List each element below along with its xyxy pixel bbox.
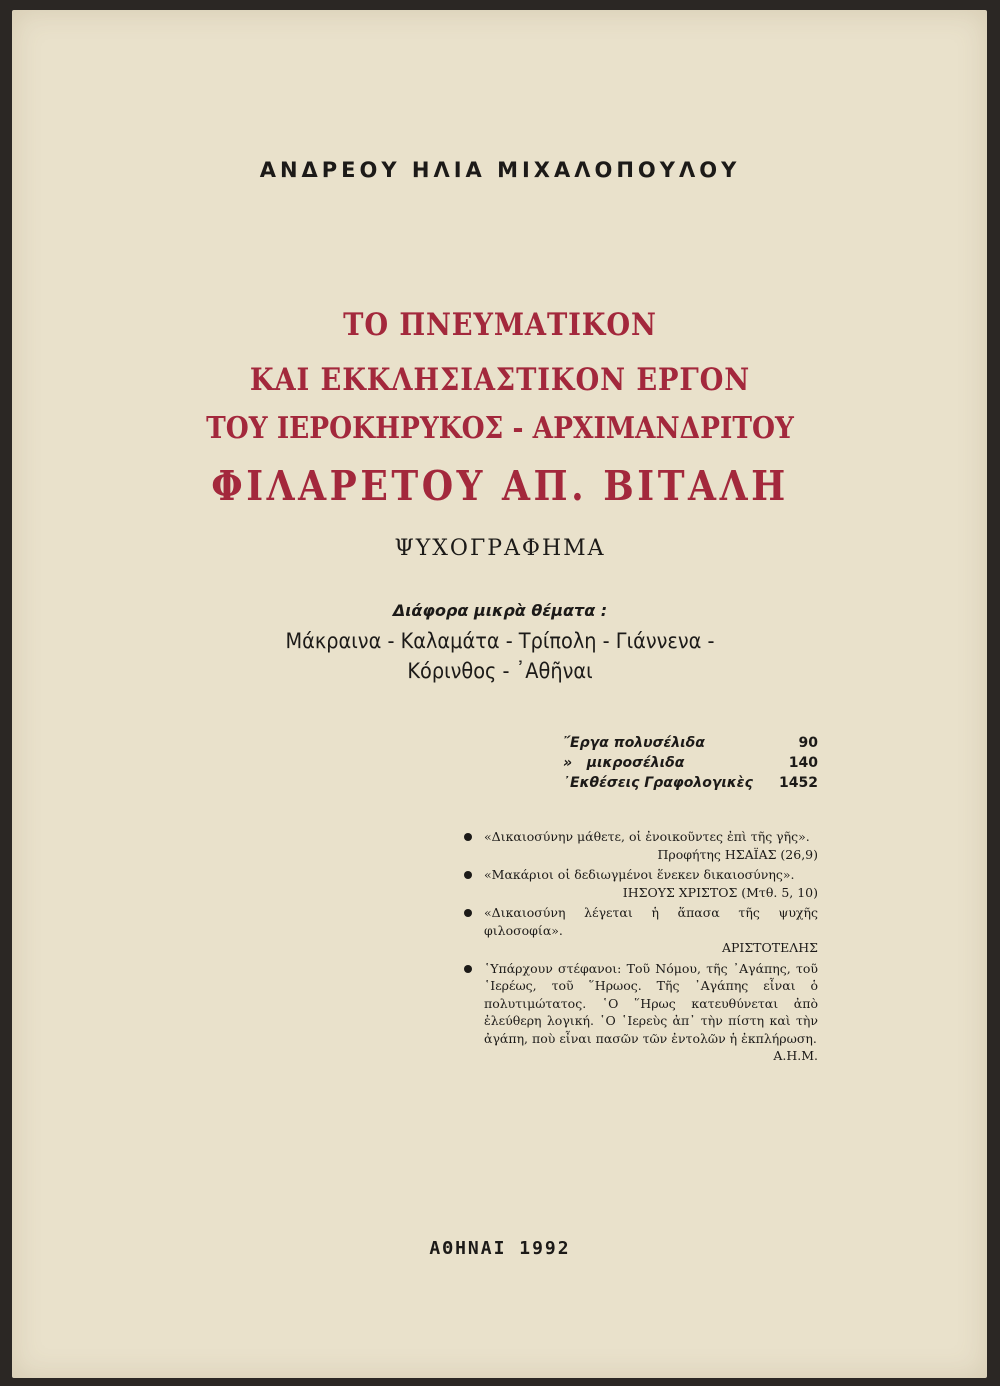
- works-count: 140: [788, 755, 818, 771]
- places-line-2: Κόρινθος - ᾿Αθῆναι: [407, 659, 593, 683]
- bullet-icon: [464, 871, 472, 879]
- bullet-icon: [464, 965, 472, 973]
- title-line-1: ΤΟ ΠΝΕΥΜΑΤΙΚΟΝ: [343, 307, 657, 343]
- title-line-3: ΤΟΥ ΙΕΡΟΚΗΡΥΚΟΣ - ΑΡΧΙΜΑΝΔΡΙΤΟΥ: [206, 411, 794, 446]
- works-label: ῎Εργα πολυσέλιδα: [563, 735, 705, 751]
- quote-item: [462, 828, 818, 863]
- subtopics-heading: Διάφορα μικρὰ θέματα :: [392, 601, 608, 620]
- works-row: [563, 773, 818, 793]
- quote-attribution: ΙΗΣΟΥΣ ΧΡΙΣΤΟΣ (Μτθ. 5, 10): [622, 884, 818, 900]
- quote-text: «Δικαιοσύνην μάθετε, οἱ ἐνοικοῦντες ἐπὶ τῆς γῆς».: [484, 829, 810, 844]
- bullet-icon: [464, 833, 472, 841]
- quote-attribution: Προφήτης ΗΣΑΪΑΣ (26,9): [657, 846, 818, 862]
- title-line-2: ΚΑΙ ΕΚΚΛΗΣΙΑΣΤΙΚΟΝ ΕΡΓΟΝ: [249, 362, 751, 398]
- bullet-icon: [464, 909, 472, 917]
- quote-attribution: ΑΡΙΣΤΟΤΕΛΗΣ: [721, 940, 818, 955]
- works-count: 90: [798, 735, 818, 751]
- quote-item: [462, 960, 818, 1065]
- works-list: [563, 733, 818, 793]
- works-count: 1452: [779, 775, 818, 791]
- quote-item: [462, 904, 818, 957]
- book-cover: [12, 10, 987, 1378]
- title-name: ΦΙΛΑΡΕΤΟΥ ΑΠ. ΒΙΤΑΛΗ: [211, 462, 789, 510]
- quote-text: ῾Υπάρχουν στέφανοι: Τοῦ Νόμου, τῆς ᾿Αγάπης, τοῦ ῾Ιερέως, τοῦ ῞Ηρωος. Τῆς ᾿Αγάπης εἶναι ὁ πολυτιμώτατος. ῾Ο ῞Ηρως κατευθύνεται ἀπὸ ἐλεύθερη λογική. ῾Ο ῾Ιερεὺς ἀπ᾿ τὴν πίστη καὶ τὴν ἀγάπη, ποὺ εἶναι πασῶν τῶν ἐντολῶν ἡ ἐκπλήρωση.: [484, 960, 818, 1046]
- works-label: » μικροσέλιδα: [563, 755, 685, 771]
- quotes-list: [462, 828, 818, 1068]
- place-date: ΑΘΗΝΑΙ 1992: [429, 1238, 571, 1259]
- quote-text: «Δικαιοσύνη λέγεται ἡ ἅπασα τῆς ψυχῆς φιλοσοφία».: [484, 905, 818, 938]
- works-row: [563, 733, 818, 753]
- works-label: ᾿Εκθέσεις Γραφολογικὲς: [563, 775, 753, 791]
- quote-item: [462, 866, 818, 901]
- author-name: ΑΝΔΡΕΟΥ ΗΛΙΑ ΜΙΧΑΛΟΠΟΥΛΟΥ: [259, 158, 741, 182]
- quote-text: «Μακάριοι οἱ δεδιωγμένοι ἕνεκεν δικαιοσύνης».: [484, 867, 795, 882]
- places-line-1: Μάκραινα - Καλαμάτα - Τρίπολη - Γιάννενα -: [285, 629, 715, 653]
- genre-label: ΨΥΧΟΓΡΑΦΗΜΑ: [394, 536, 606, 561]
- works-row: [563, 753, 818, 773]
- quote-attribution: Α.Η.Μ.: [773, 1048, 818, 1063]
